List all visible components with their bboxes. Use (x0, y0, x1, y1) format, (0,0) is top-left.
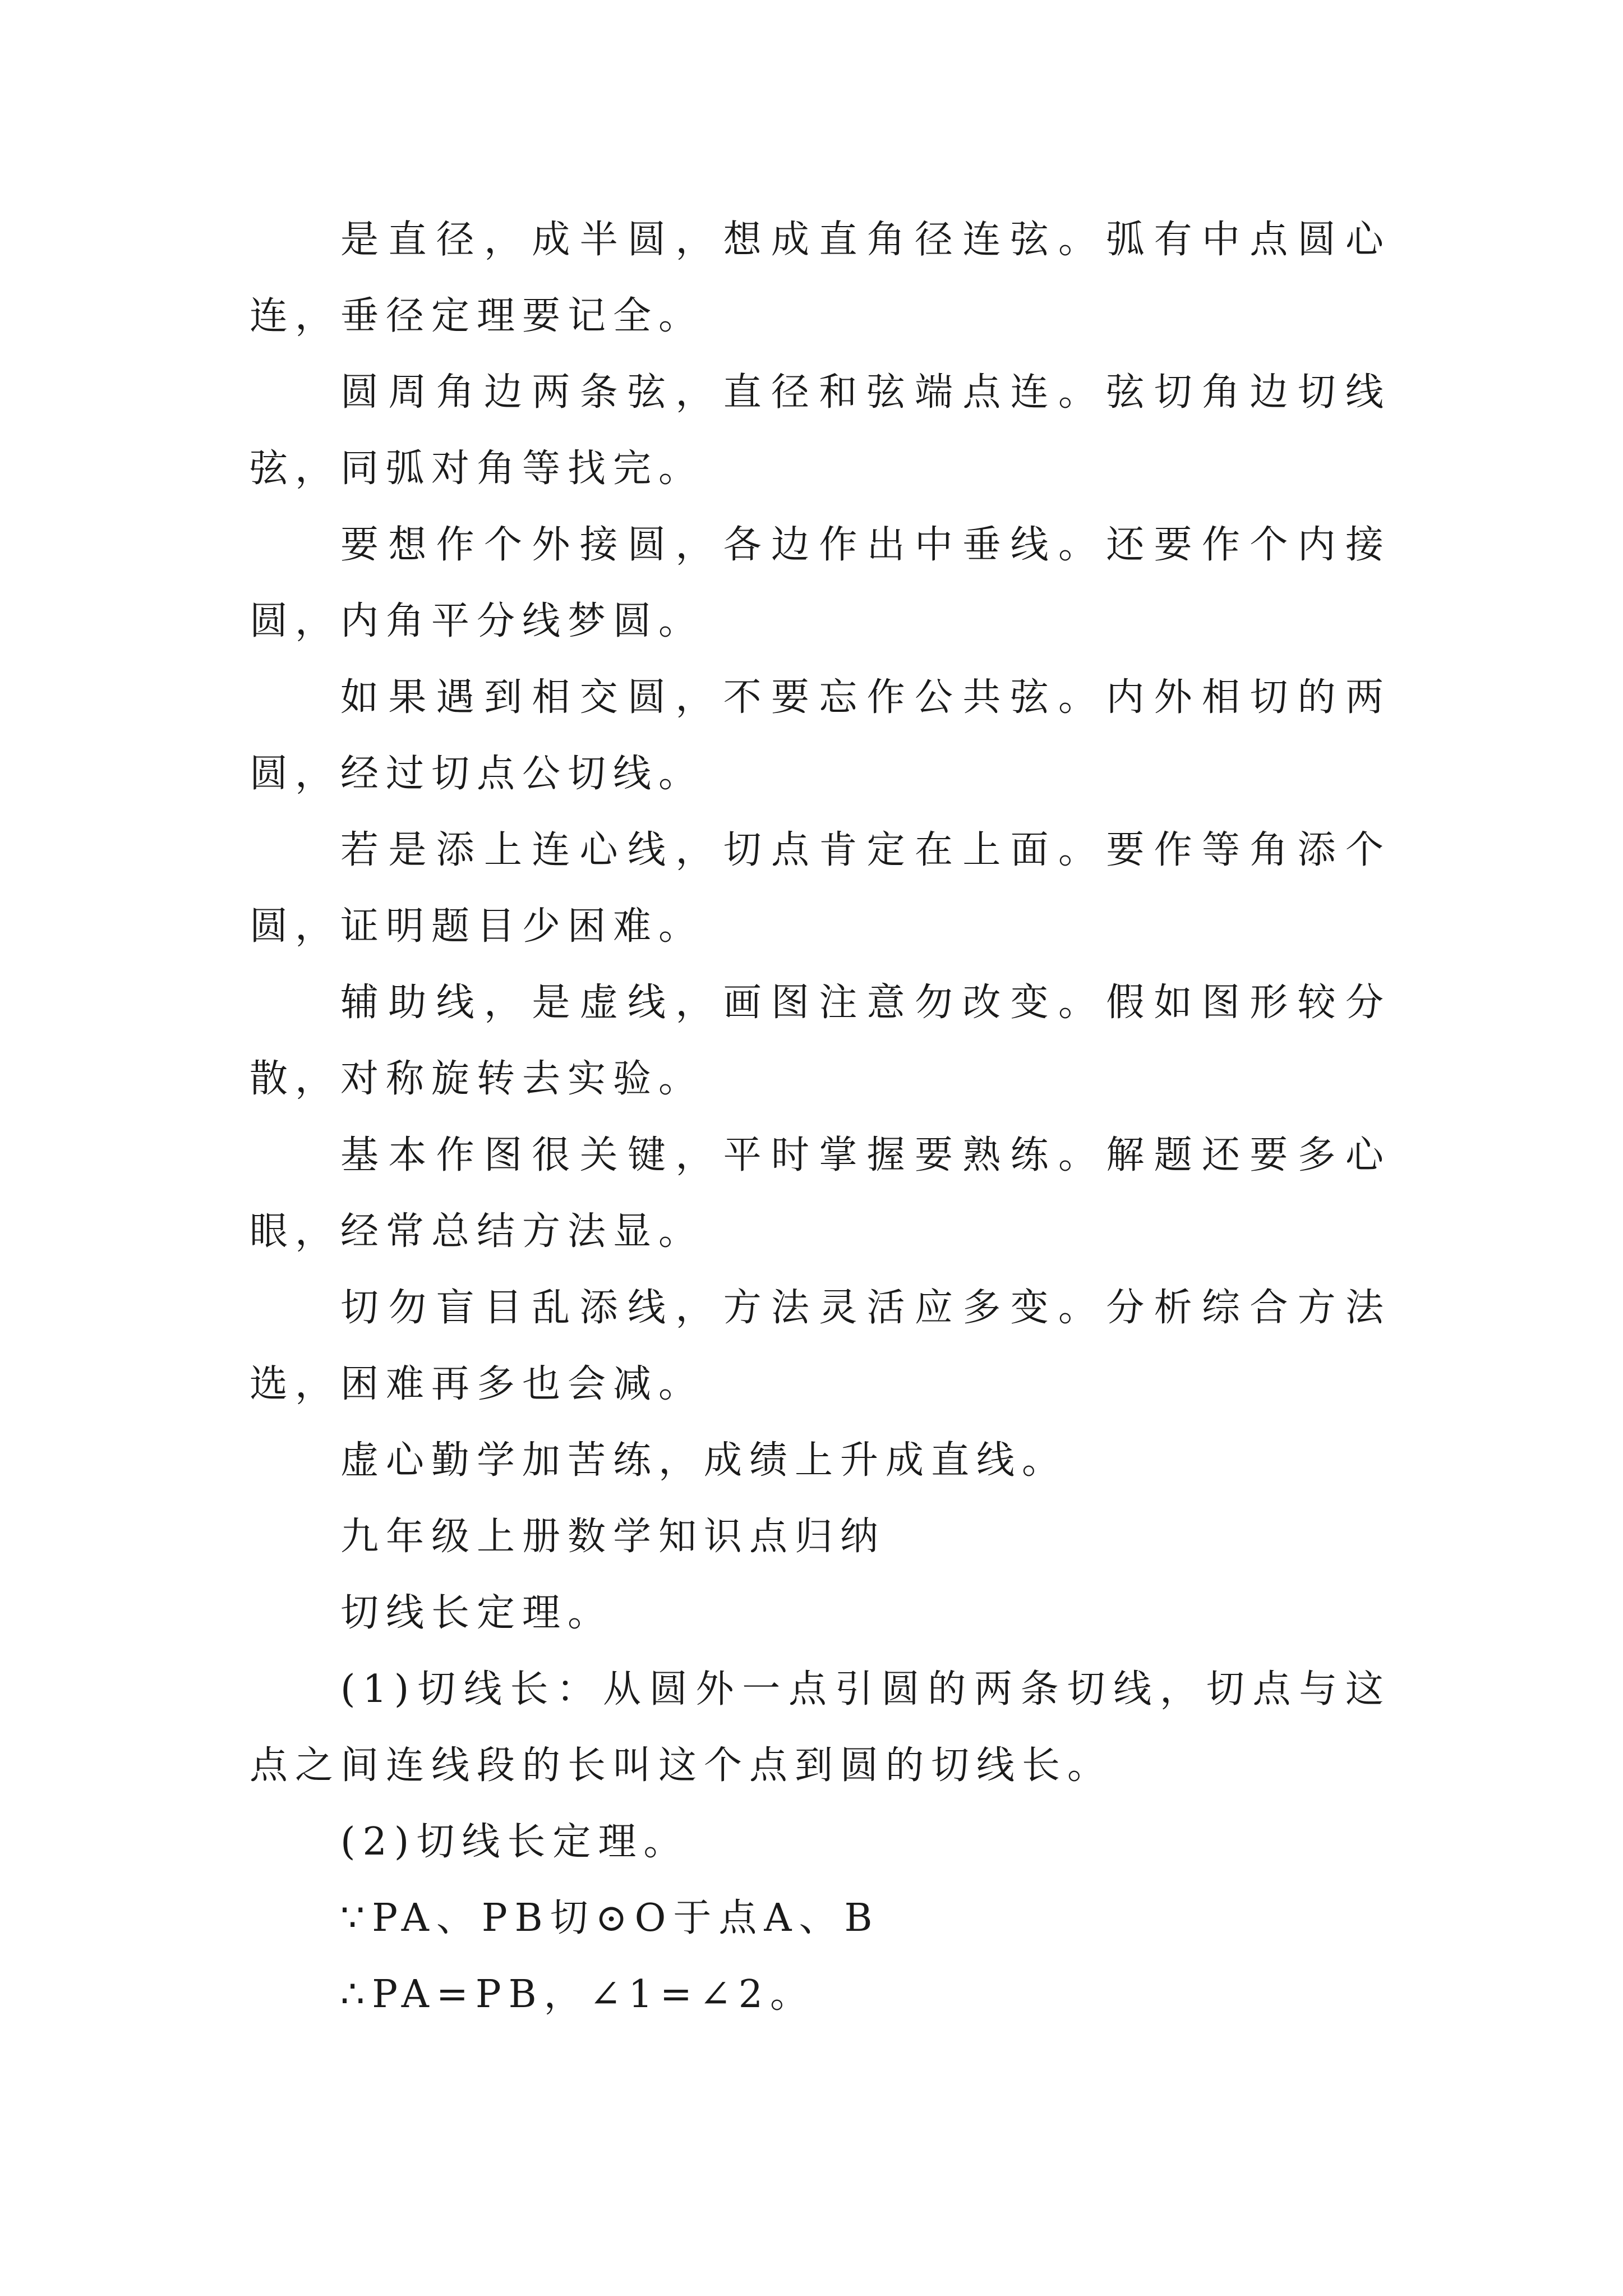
paragraph: 要想作个外接圆，各边作出中垂线。还要作个内接圆，内角平分线梦圆。 (250, 523, 1391, 643)
paragraph: 基本作图很关键，平时掌握要熟练。解题还要多心眼，经常总结方法显。 (250, 1133, 1391, 1254)
math-statement: ∵PA、PB切⊙O于点A、B (340, 1896, 880, 1940)
paragraph: (1)切线长：从圆外一点引圆的两条切线，切点与这点之间连线段的长叫这个点到圆的切线长。 (250, 1667, 1391, 1788)
paragraph: 如果遇到相交圆，不要忘作公共弦。内外相切的两圆，经过切点公切线。 (250, 675, 1391, 796)
paragraph: (2)切线长定理。 (340, 1820, 689, 1864)
paragraph: 辅助线，是虚线，画图注意勿改变。假如图形较分散，对称旋转去实验。 (250, 981, 1391, 1101)
math-statement: ∴PA=PB，∠1=∠2。 (340, 1972, 816, 2017)
subsection-heading: 切线长定理。 (340, 1591, 614, 1635)
section-heading: 九年级上册数学知识点归纳 (340, 1515, 886, 1559)
paragraph: 圆周角边两条弦，直径和弦端点连。弦切角边切线弦，同弧对角等找完。 (250, 370, 1391, 491)
document-body (250, 202, 1391, 2033)
paragraph: 虚心勤学加苦练，成绩上升成直线。 (340, 1438, 1068, 1483)
paragraph: 切勿盲目乱添线，方法灵活应多变。分析综合方法选，困难再多也会减。 (250, 1286, 1391, 1406)
paragraph: 若是添上连心线，切点肯定在上面。要作等角添个圆，证明题目少困难。 (250, 828, 1391, 949)
paragraph: 是直径，成半圆，想成直角径连弦。弧有中点圆心连，垂径定理要记全。 (250, 218, 1391, 338)
